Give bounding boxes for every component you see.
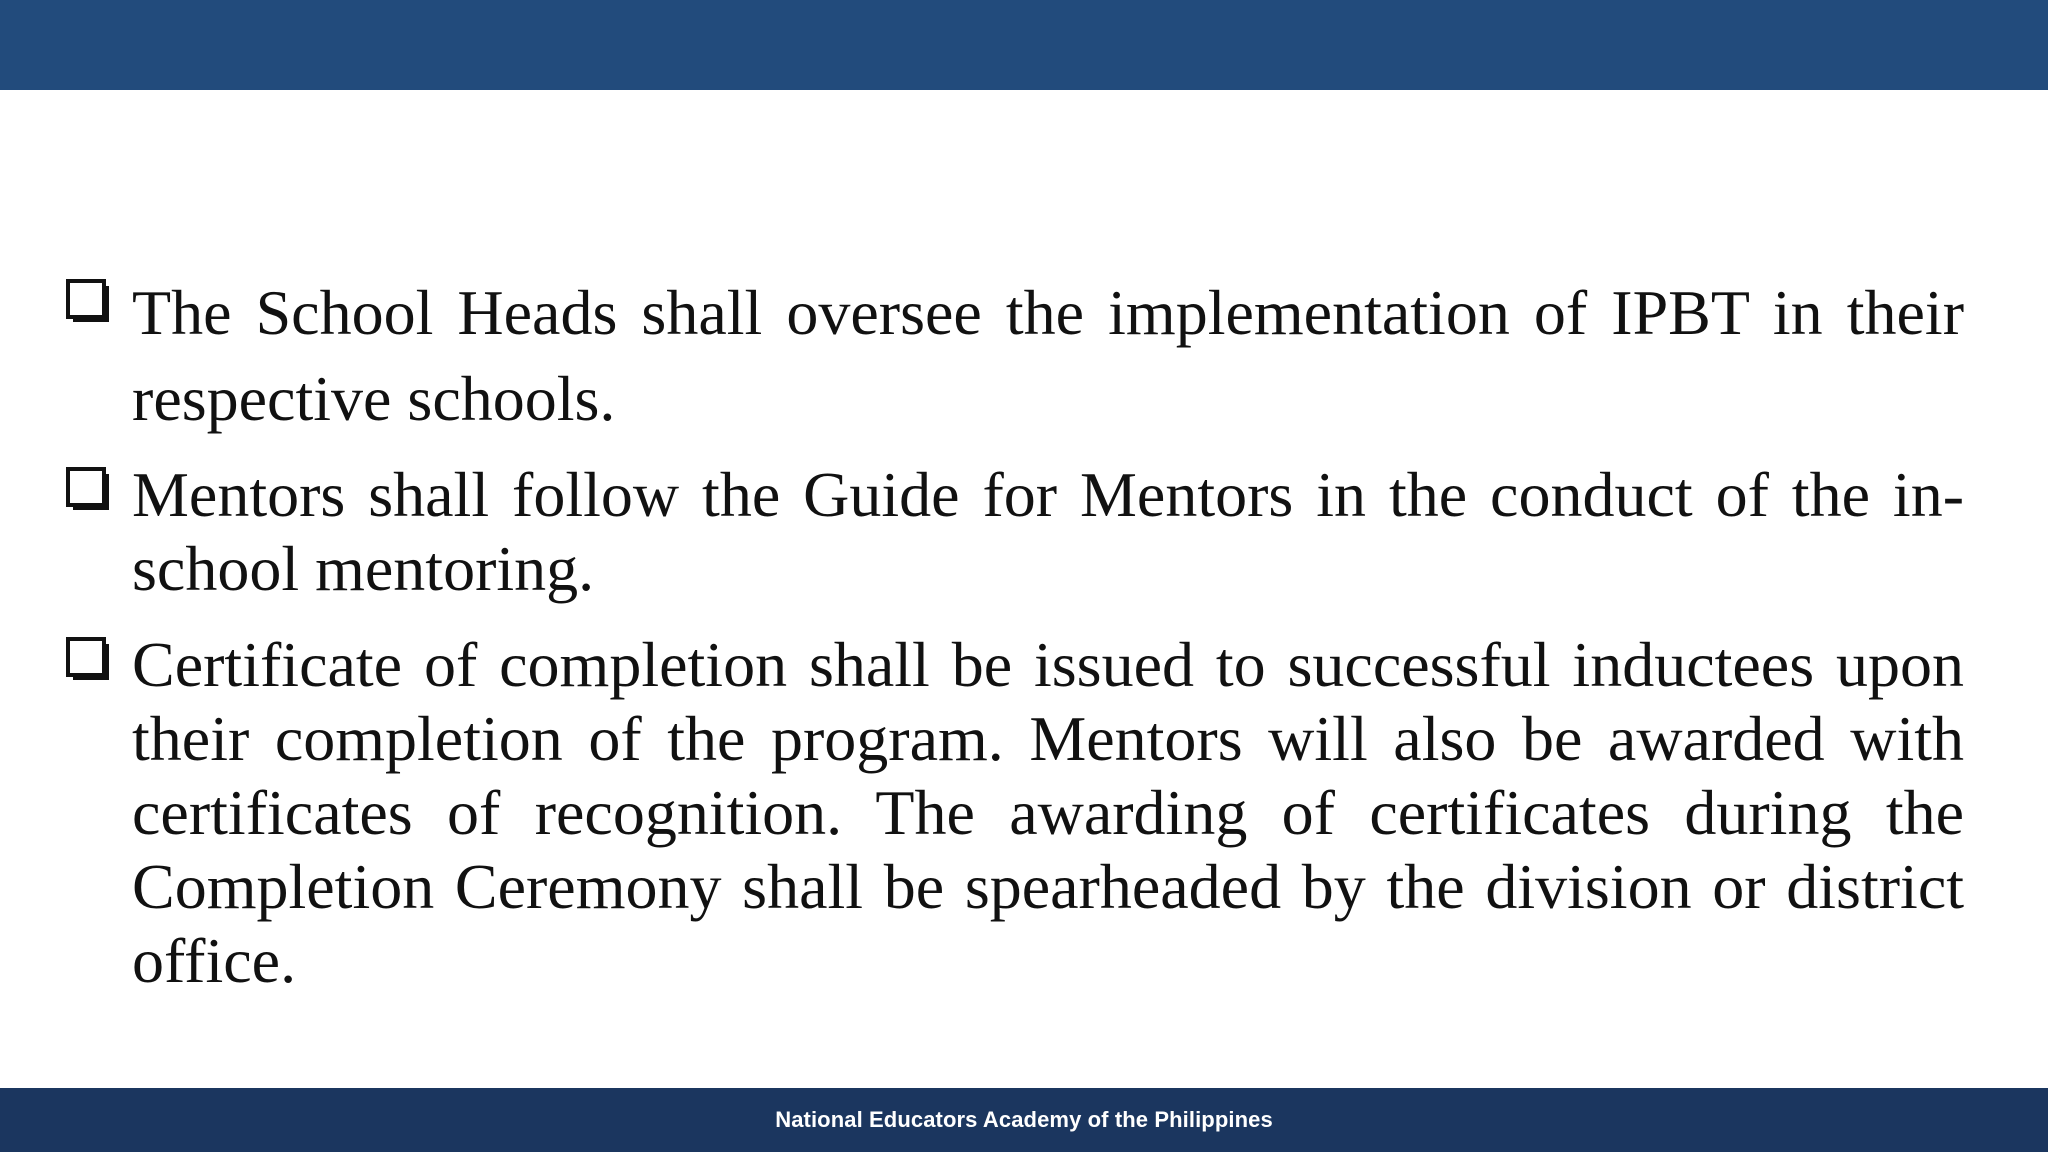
header-bar	[0, 0, 2048, 90]
bullet-item	[64, 270, 1964, 442]
checkbox-square-icon	[64, 270, 132, 334]
bullet-text: Mentors shall follow the Guide for Mentors in the conduct of the in-school mentoring.	[132, 459, 1964, 604]
bullet-list	[64, 270, 1964, 998]
bullet-item	[64, 628, 1964, 998]
bullet-item	[64, 458, 1964, 606]
bullet-text: The School Heads shall oversee the implementation of IPBT in their respective schools.	[132, 277, 1964, 434]
checkbox-square-icon	[64, 628, 132, 692]
bullet-text: Certificate of completion shall be issued to successful inductees upon their completion of the program. Mentors will also be awarded with certificates of recognition. The awarding of certificates during the Completion Ceremony shall be spearheaded by the division or district office.	[132, 629, 1964, 996]
footer-text: National Educators Academy of the Philippines	[775, 1107, 1273, 1132]
footer-bar	[0, 1088, 2048, 1152]
checkbox-square-icon	[64, 458, 132, 522]
